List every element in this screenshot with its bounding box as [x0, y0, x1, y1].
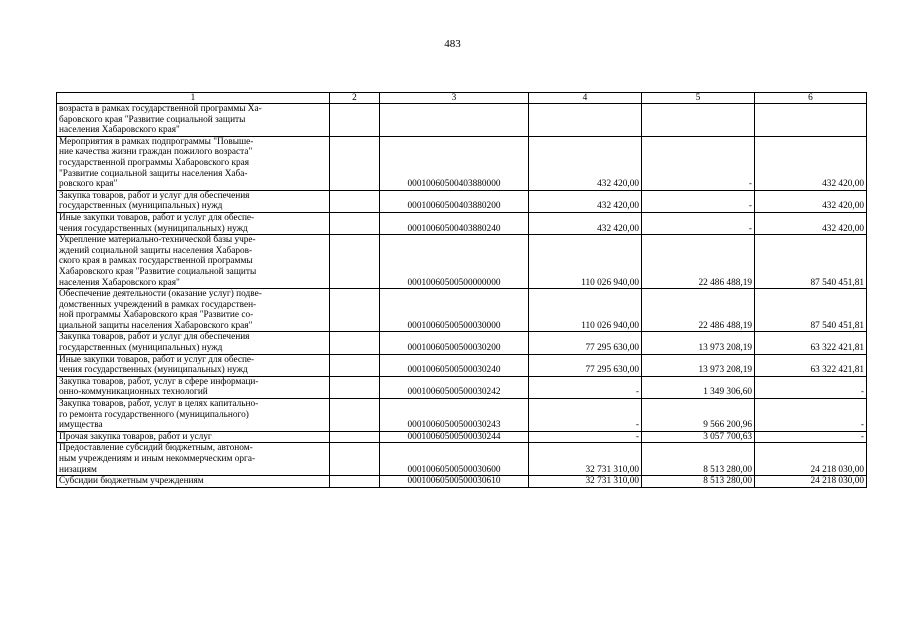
table-body	[57, 104, 867, 488]
row-code-cell: 00010060500500030244	[380, 431, 529, 443]
row-code-cell: 00010060500403880200	[380, 190, 529, 212]
row-code-cell: 00010060500500030600	[380, 443, 529, 476]
row-name-cell	[57, 431, 330, 443]
row-name-line: онно-коммуникационных технологий	[59, 387, 208, 398]
row-col2-cell	[330, 289, 380, 332]
row-name-line: Мероприятия в рамках подпрограммы "Повыше-	[59, 136, 254, 147]
table-row	[57, 354, 867, 376]
row-col2-cell	[330, 431, 380, 443]
row-value-4-cell: 32 731 310,00	[529, 443, 642, 476]
row-value-5-cell: 8 513 280,00	[642, 476, 755, 488]
row-name-line: возраста в рамках государственной программы Ха-	[59, 104, 262, 114]
row-col2-cell	[330, 190, 380, 212]
row-name-line: государственной программы Хабаровского края	[59, 157, 250, 168]
table-row	[57, 476, 867, 488]
row-name-line: населения Хабаровского края"	[59, 277, 180, 288]
row-col2-cell	[330, 235, 380, 289]
row-name-cell	[57, 376, 330, 398]
row-name-cell	[57, 212, 330, 234]
row-name-cell	[57, 235, 330, 289]
row-name-line: баровского края "Развитие социальной защиты	[59, 114, 246, 125]
row-value-5-cell: 8 513 280,00	[642, 443, 755, 476]
row-col2-cell	[330, 332, 380, 354]
row-value-6-cell: 24 218 030,00	[755, 476, 867, 488]
table-row	[57, 376, 867, 398]
row-value-6-cell: 24 218 030,00	[755, 443, 867, 476]
row-value-4-cell: 77 295 630,00	[529, 332, 642, 354]
budget-table	[56, 92, 867, 488]
table-row	[57, 399, 867, 432]
row-col2-cell	[330, 354, 380, 376]
row-value-6-cell: 432 420,00	[755, 212, 867, 234]
row-value-5-cell: 9 566 200,96	[642, 399, 755, 432]
row-name-line: ждений социальной защиты населения Хабаров-	[59, 245, 253, 256]
header-col-6: 6	[755, 93, 867, 104]
row-value-6-cell: 63 322 421,81	[755, 332, 867, 354]
page-number: 483	[444, 38, 461, 50]
row-name-line: Укрепление материально-технической базы учре-	[59, 235, 256, 246]
row-name-cell	[57, 136, 330, 190]
table-header	[57, 93, 867, 104]
row-name-cell	[57, 190, 330, 212]
row-value-5-cell: 13 973 208,19	[642, 332, 755, 354]
row-name-cell	[57, 289, 330, 332]
row-name-line: домственных учреждений в рамках государствен-	[59, 299, 257, 310]
row-value-6-cell: 87 540 451,81	[755, 289, 867, 332]
table-row	[57, 136, 867, 190]
row-name-line: имущества	[59, 420, 103, 431]
row-code-cell: 00010060500403880000	[380, 136, 529, 190]
row-value-6-cell: -	[755, 431, 867, 443]
row-value-5-cell: 3 057 700,63	[642, 431, 755, 443]
row-name-line: чения государственных (муниципальных) нужд	[59, 223, 248, 234]
header-col-4: 4	[529, 93, 642, 104]
header-col-2: 2	[330, 93, 380, 104]
row-name-line: ной программы Хабаровского края "Развитие со-	[59, 310, 254, 321]
row-name-line: "Развитие социальной защиты населения Хаба-	[59, 168, 248, 179]
header-col-5: 5	[642, 93, 755, 104]
row-name-line: ным учреждениям и иным некоммерческим орга-	[59, 454, 256, 464]
header-col-1: 1	[57, 93, 330, 104]
row-value-6-cell: 63 322 421,81	[755, 354, 867, 376]
row-value-5-cell: -	[642, 190, 755, 212]
row-name-line: ровского края"	[59, 179, 118, 190]
row-value-4-cell: 32 731 310,00	[529, 476, 642, 488]
table-row	[57, 289, 867, 332]
table-row	[57, 104, 867, 137]
row-name-cell	[57, 104, 330, 137]
row-name-cell	[57, 354, 330, 376]
row-value-5-cell: 13 973 208,19	[642, 354, 755, 376]
row-name-cell	[57, 399, 330, 432]
table-row	[57, 443, 867, 476]
table-row	[57, 332, 867, 354]
header-row	[57, 93, 867, 104]
row-name-line: низациям	[59, 464, 97, 475]
row-col2-cell	[330, 212, 380, 234]
row-code-cell: 00010060500500030610	[380, 476, 529, 488]
row-value-6-cell	[755, 104, 867, 137]
row-name-line: Закупка товаров, работ и услуг для обеспечения	[59, 190, 250, 201]
row-name-line: населения Хабаровского края"	[59, 125, 180, 136]
row-name-line: государственных (муниципальных) нужд	[59, 343, 223, 354]
row-name-line: Хабаровского края "Развитие социальной защиты	[59, 266, 257, 277]
row-code-cell: 00010060500500030000	[380, 289, 529, 332]
row-value-4-cell: -	[529, 431, 642, 443]
row-name-line: ского края в рамках государственной программы	[59, 256, 253, 267]
row-value-4-cell: 77 295 630,00	[529, 354, 642, 376]
row-code-cell: 00010060500500000000	[380, 235, 529, 289]
row-name-line: Закупка товаров, работ, услуг в сфере информаци-	[59, 376, 259, 387]
row-value-6-cell: 432 420,00	[755, 190, 867, 212]
row-value-4-cell: 432 420,00	[529, 190, 642, 212]
row-col2-cell	[330, 136, 380, 190]
row-name-line: ние качества жизни граждан пожилого возраста"	[59, 147, 253, 158]
row-value-6-cell: 432 420,00	[755, 136, 867, 190]
row-name-cell	[57, 476, 330, 488]
row-value-4-cell: 110 026 940,00	[529, 235, 642, 289]
row-value-4-cell	[529, 104, 642, 137]
row-value-5-cell	[642, 104, 755, 137]
row-col2-cell	[330, 443, 380, 476]
row-col2-cell	[330, 399, 380, 432]
row-code-cell	[380, 104, 529, 137]
row-name-line: государственных (муниципальных) нужд	[59, 201, 223, 212]
table-row	[57, 212, 867, 234]
table-row	[57, 190, 867, 212]
row-value-5-cell: 22 486 488,19	[642, 289, 755, 332]
row-name-line: го ремонта государственного (муниципального)	[59, 409, 249, 420]
row-name-line: Закупка товаров, работ, услуг в целях капитально-	[59, 399, 259, 410]
row-name-line: циальной защиты населения Хабаровского края"	[59, 320, 253, 331]
row-name-line: Прочая закупка товаров, работ и услуг	[59, 431, 212, 442]
row-code-cell: 00010060500500030240	[380, 354, 529, 376]
row-name-line: Закупка товаров, работ и услуг для обеспечения	[59, 332, 250, 343]
row-value-5-cell: -	[642, 136, 755, 190]
row-code-cell: 00010060500403880240	[380, 212, 529, 234]
row-value-4-cell: -	[529, 399, 642, 432]
row-col2-cell	[330, 104, 380, 137]
row-name-cell	[57, 332, 330, 354]
row-value-6-cell: -	[755, 376, 867, 398]
row-value-5-cell: 1 349 306,60	[642, 376, 755, 398]
row-name-cell	[57, 443, 330, 476]
row-code-cell: 00010060500500030242	[380, 376, 529, 398]
row-value-5-cell: 22 486 488,19	[642, 235, 755, 289]
row-name-line: чения государственных (муниципальных) нужд	[59, 365, 248, 376]
row-value-5-cell: -	[642, 212, 755, 234]
row-col2-cell	[330, 476, 380, 488]
row-value-4-cell: 110 026 940,00	[529, 289, 642, 332]
row-code-cell: 00010060500500030200	[380, 332, 529, 354]
row-col2-cell	[330, 376, 380, 398]
row-code-cell: 00010060500500030243	[380, 399, 529, 432]
row-name-line: Иные закупки товаров, работ и услуг для обеспе-	[59, 354, 255, 365]
table-row	[57, 431, 867, 443]
table-row	[57, 235, 867, 289]
row-name-line: Предоставление субсидий бюджетным, автоном-	[59, 443, 253, 454]
row-value-4-cell: -	[529, 376, 642, 398]
header-col-3: 3	[380, 93, 529, 104]
row-value-6-cell: 87 540 451,81	[755, 235, 867, 289]
row-value-4-cell: 432 420,00	[529, 212, 642, 234]
row-name-line: Обеспечение деятельности (оказание услуг) подве-	[59, 289, 262, 300]
row-value-4-cell: 432 420,00	[529, 136, 642, 190]
row-value-6-cell: -	[755, 399, 867, 432]
row-name-line: Иные закупки товаров, работ и услуг для обеспе-	[59, 212, 255, 223]
row-name-line: Субсидии бюджетным учреждениям	[59, 476, 204, 487]
